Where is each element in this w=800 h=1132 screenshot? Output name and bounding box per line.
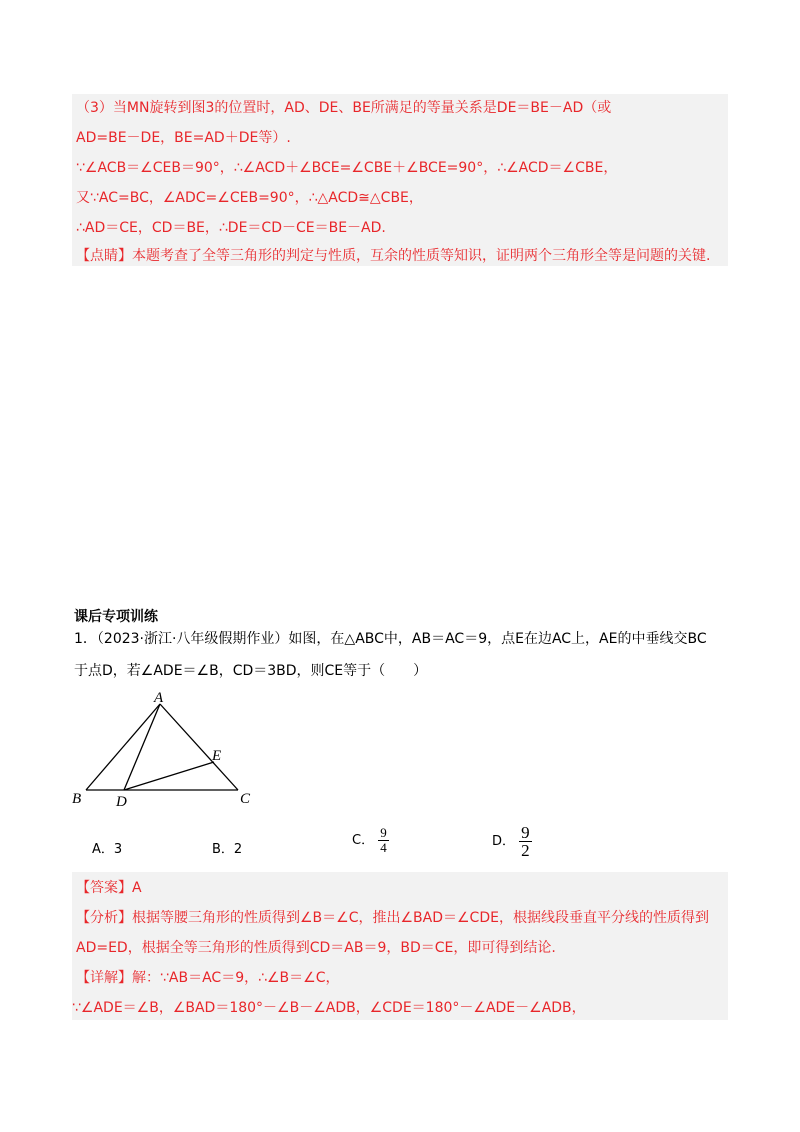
solution-part3-block bbox=[72, 94, 728, 266]
solution3-remark: 【点睛】本题考查了全等三角形的判定与性质，互余的性质等知识，证明两个三角形全等是问题的关键. bbox=[76, 248, 711, 264]
option-d-numerator: 9 bbox=[521, 823, 530, 842]
option-c-label: C． bbox=[352, 833, 375, 848]
edge-ab bbox=[86, 704, 160, 790]
analysis-line2: AD=ED，根据全等三角形的性质得到CD＝AB＝9，BD＝CE，即可得到结论. bbox=[76, 940, 556, 956]
edge-ac bbox=[160, 704, 238, 790]
label-e: E bbox=[212, 748, 222, 764]
question1-line2: 于点D，若∠ADE＝∠B，CD＝3BD，则CE等于（ ） bbox=[74, 663, 428, 679]
segment-de bbox=[124, 762, 214, 790]
label-c: C bbox=[240, 791, 251, 807]
label-d: D bbox=[116, 794, 127, 810]
option-c bbox=[352, 826, 389, 855]
solution3-line4: 又∵AC=BC，∠ADC=∠CEB=90°，∴△ACD≅△CBE， bbox=[76, 190, 423, 206]
detail-line1: 【详解】解：∵AB＝AC＝9，∴∠B＝∠C， bbox=[76, 970, 340, 986]
option-b: B．2 bbox=[212, 842, 243, 857]
option-d-fraction bbox=[519, 824, 532, 859]
solution3-line1: （3）当MN旋转到图3的位置时，AD、DE、BE所满足的等量关系是DE＝BE－AD（或 bbox=[76, 100, 612, 116]
solution3-line5: ∴AD＝CE，CD＝BE，∴DE＝CD－CE＝BE－AD. bbox=[76, 220, 386, 236]
option-d bbox=[492, 824, 532, 859]
solution3-line2: AD=BE－DE，BE=AD＋DE等）. bbox=[76, 130, 291, 146]
option-a: A．3 bbox=[92, 842, 123, 857]
answer-line: 【答案】A bbox=[76, 880, 142, 896]
section-title: 课后专项训练 bbox=[74, 609, 158, 625]
question1-line1: 1．（2023·浙江·八年级假期作业）如图，在△ABC中，AB＝AC＝9，点E在边AC上，AE的中垂线交BC bbox=[74, 631, 707, 647]
segment-ad bbox=[124, 704, 160, 790]
detail-line2: ∵∠ADE＝∠B，∠BAD＝180°－∠B－∠ADB，∠CDE＝180°－∠ADE－∠ADB， bbox=[72, 1000, 586, 1016]
solution3-line3: ∵∠ACB＝∠CEB＝90°，∴∠ACD＋∠BCE=∠CBE＋∠BCE=90°，∴∠ACD＝∠CBE， bbox=[76, 160, 618, 176]
option-d-label: D． bbox=[492, 834, 516, 849]
option-c-numerator: 9 bbox=[380, 825, 387, 840]
triangle-figure bbox=[66, 690, 266, 812]
option-c-denominator: 4 bbox=[380, 840, 387, 855]
label-a: A bbox=[154, 690, 164, 706]
label-b: B bbox=[72, 791, 82, 807]
option-d-denominator: 2 bbox=[521, 841, 530, 860]
analysis-line1: 【分析】根据等腰三角形的性质得到∠B＝∠C，推出∠BAD＝∠CDE，根据线段垂直平分线的性质得到 bbox=[76, 910, 709, 926]
option-c-fraction bbox=[378, 826, 389, 855]
